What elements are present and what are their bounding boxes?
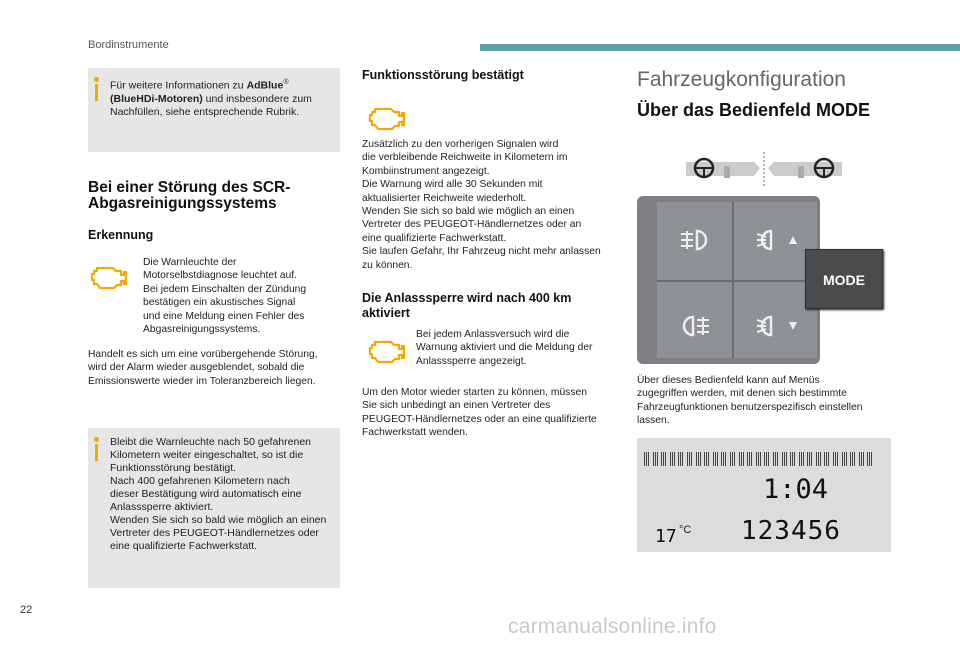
start-block-heading bbox=[362, 291, 571, 321]
lcd-dot-cell bbox=[670, 452, 676, 466]
text-line: Sie laufen Gefahr, Ihr Fahrzeug nicht mehr anlassen bbox=[362, 246, 601, 258]
lcd-dot-cell bbox=[850, 452, 856, 466]
info-icon-bar bbox=[95, 444, 98, 461]
lcd-dot-cell bbox=[661, 452, 667, 466]
text-line: Anlasssperre angezeigt. bbox=[416, 355, 527, 367]
text-line: Vertreter des PEUGEOT-Händlernetzes oder bbox=[110, 527, 319, 539]
page-number: 22 bbox=[20, 604, 33, 616]
info-icon bbox=[94, 437, 99, 442]
heading-line: aktiviert bbox=[362, 306, 410, 320]
lcd-dot-cell bbox=[782, 452, 788, 466]
text-line: Emissionswerte wieder im Toleranzbereich liegen. bbox=[88, 375, 316, 387]
text-line: Motorselbstdiagnose leuchtet auf. bbox=[143, 270, 297, 282]
lcd-dot-cell bbox=[696, 452, 702, 466]
mode-button[interactable] bbox=[805, 249, 883, 309]
text-line: Fahrzeugfunktionen benutzerspezifisch einstellen bbox=[637, 401, 863, 413]
lcd-time: 1:04 bbox=[763, 474, 829, 505]
text-line: Abgasreinigungssystems. bbox=[143, 324, 261, 336]
front-light-up-button[interactable] bbox=[757, 228, 805, 257]
lcd-dot-cell bbox=[867, 452, 873, 466]
note-prefix: Für weitere Informationen zu bbox=[110, 79, 247, 92]
text-line: Anlasssperre aktiviert. bbox=[110, 501, 214, 513]
text-line: Fachwerkstatt wenden. bbox=[362, 427, 468, 439]
text-line: dieser Bestätigung wird automatisch eine bbox=[110, 488, 302, 500]
fault-confirmed-text bbox=[362, 138, 601, 272]
lcd-dot-cell bbox=[713, 452, 719, 466]
adblue-term: AdBlue bbox=[246, 79, 284, 92]
text-line: lassen. bbox=[637, 415, 670, 427]
text-line: Warnung aktiviert und die Meldung der bbox=[416, 342, 593, 354]
front-fog-light-button[interactable] bbox=[679, 314, 713, 343]
bluehdi-term: (BlueHDi-Motoren) bbox=[110, 92, 203, 105]
text-line: Nach 400 gefahrenen Kilometern nach bbox=[110, 475, 290, 487]
restart-text bbox=[362, 386, 597, 440]
lcd-dot-cell bbox=[747, 452, 753, 466]
heading-line: Bei einer Störung des SCR- bbox=[88, 179, 291, 196]
text-line: Die Warnleuchte der bbox=[143, 257, 237, 268]
heading-line: Die Anlasssperre wird nach 400 km bbox=[362, 291, 572, 305]
lcd-dot-cell bbox=[799, 452, 805, 466]
lcd-dot-cell bbox=[721, 452, 727, 466]
start-block-text bbox=[416, 328, 592, 368]
note-line3: Nachfüllen, siehe entsprechende Rubrik. bbox=[110, 105, 300, 118]
info-icon bbox=[94, 77, 99, 82]
lcd-dot-cell bbox=[644, 452, 650, 466]
watermark: carmanualsonline.info bbox=[508, 615, 717, 638]
heading-line: Abgasreinigungssystems bbox=[88, 195, 277, 212]
text-line: Funktionsstörung bestätigt. bbox=[110, 462, 237, 474]
engine-warning-icon bbox=[366, 336, 406, 364]
lcd-temperature: 17 bbox=[655, 526, 677, 547]
lcd-dot-cell bbox=[653, 452, 659, 466]
lcd-temperature-unit: °C bbox=[679, 524, 692, 536]
lcd-dot-cell bbox=[816, 452, 822, 466]
lcd-dot-cell bbox=[807, 452, 813, 466]
rear-fog-light-button[interactable] bbox=[677, 228, 711, 258]
mode-panel-description bbox=[637, 374, 863, 428]
lcd-dot-cell bbox=[756, 452, 762, 466]
text-line: Die Warnung wird alle 30 Sekunden mit bbox=[362, 179, 543, 191]
lcd-dot-cell bbox=[704, 452, 710, 466]
text-line: Zusätzlich zu den vorherigen Signalen wird bbox=[362, 139, 559, 150]
text-line: Handelt es sich um eine vorübergehende Störung, bbox=[88, 349, 318, 360]
lcd-dot-cell bbox=[730, 452, 736, 466]
text-line: eine qualifizierte Fachwerkstatt. bbox=[362, 232, 507, 244]
right-hand-drive-icon bbox=[768, 159, 842, 178]
detection-subheading: Erkennung bbox=[88, 228, 154, 242]
lcd-dot-cell bbox=[824, 452, 830, 466]
detection-text bbox=[143, 256, 306, 336]
section-title: Bordinstrumente bbox=[88, 39, 169, 51]
text-line: Vertreter des PEUGEOT-Händlernetzes oder an bbox=[362, 219, 582, 231]
text-line: Bleibt die Warnleuchte nach 50 gefahrenen bbox=[110, 436, 311, 448]
temporary-fault-text bbox=[88, 348, 318, 388]
lcd-dot-matrix-row bbox=[644, 452, 886, 468]
engine-warning-icon bbox=[88, 262, 128, 290]
lcd-dot-cell bbox=[790, 452, 796, 466]
lcd-dot-cell bbox=[687, 452, 693, 466]
front-light-down-button[interactable] bbox=[757, 314, 805, 343]
scr-fault-heading bbox=[88, 180, 290, 212]
mode-panel-subtitle: Über das Bedienfeld MODE bbox=[637, 100, 871, 120]
text-line: wird der Alarm wieder ausgeblendet, sobald die bbox=[88, 362, 305, 374]
left-hand-drive-icon bbox=[686, 159, 760, 178]
text-line: Sie sich unbedingt an einen Vertreter des bbox=[362, 400, 551, 412]
lcd-display bbox=[637, 438, 891, 552]
text-line: Wenden Sie sich so bald wie möglich an einen bbox=[110, 514, 327, 526]
lcd-dot-cell bbox=[678, 452, 684, 466]
text-line: die verbleibende Reichweite in Kilometern im bbox=[362, 152, 568, 164]
text-line: aktualisierter Reichweite wiederholt. bbox=[362, 192, 527, 204]
text-line: Wenden Sie sich so bald wie möglich an einen bbox=[362, 206, 575, 218]
text-line: Bei jedem Einschalten der Zündung bbox=[143, 283, 307, 295]
text-line: zu können. bbox=[362, 259, 413, 271]
text-line: Kombiinstrument angezeigt. bbox=[362, 165, 490, 177]
mode-control-panel bbox=[637, 196, 820, 364]
text-line: PEUGEOT-Händlernetzes oder an eine qualifizierte bbox=[362, 413, 597, 425]
text-line: Bei jedem Anlassversuch wird die bbox=[416, 329, 570, 340]
text-line: Um den Motor wieder starten zu können, müssen bbox=[362, 387, 587, 398]
text-line: und eine Meldung einen Fehler des bbox=[143, 310, 305, 322]
lcd-dot-cell bbox=[859, 452, 865, 466]
lcd-dot-cell bbox=[764, 452, 770, 466]
fault-confirmed-heading: Funktionsstörung bestätigt bbox=[362, 68, 524, 82]
note-line2-rest: und insbesondere zum bbox=[202, 92, 312, 105]
lcd-dot-cell bbox=[773, 452, 779, 466]
mode-button-label: MODE bbox=[823, 272, 865, 288]
lcd-dot-cell bbox=[739, 452, 745, 466]
text-line: Kilometern weiter eingeschaltet, so ist die bbox=[110, 449, 304, 461]
registered-mark: ® bbox=[283, 79, 289, 86]
info-icon-bar bbox=[95, 84, 98, 101]
info-note-persisting-fault bbox=[88, 428, 340, 588]
text-line: bestätigen ein akustisches Signal bbox=[143, 297, 296, 309]
lcd-dot-cell bbox=[833, 452, 839, 466]
lcd-odometer: 123456 bbox=[741, 516, 841, 546]
engine-warning-icon bbox=[366, 103, 406, 131]
text-line: Über dieses Bedienfeld kann auf Menüs bbox=[637, 375, 820, 386]
header-accent-bar bbox=[480, 44, 960, 51]
text-line: eine qualifizierte Fachwerkstatt. bbox=[110, 540, 258, 552]
steering-wheel-diagrams bbox=[684, 150, 844, 188]
info-note-adblue bbox=[88, 68, 340, 152]
text-line: zugegriffen werden, mit denen sich bestimmte bbox=[637, 388, 847, 400]
lcd-dot-cell bbox=[842, 452, 848, 466]
vehicle-config-title: Fahrzeugkonfiguration bbox=[637, 68, 846, 91]
